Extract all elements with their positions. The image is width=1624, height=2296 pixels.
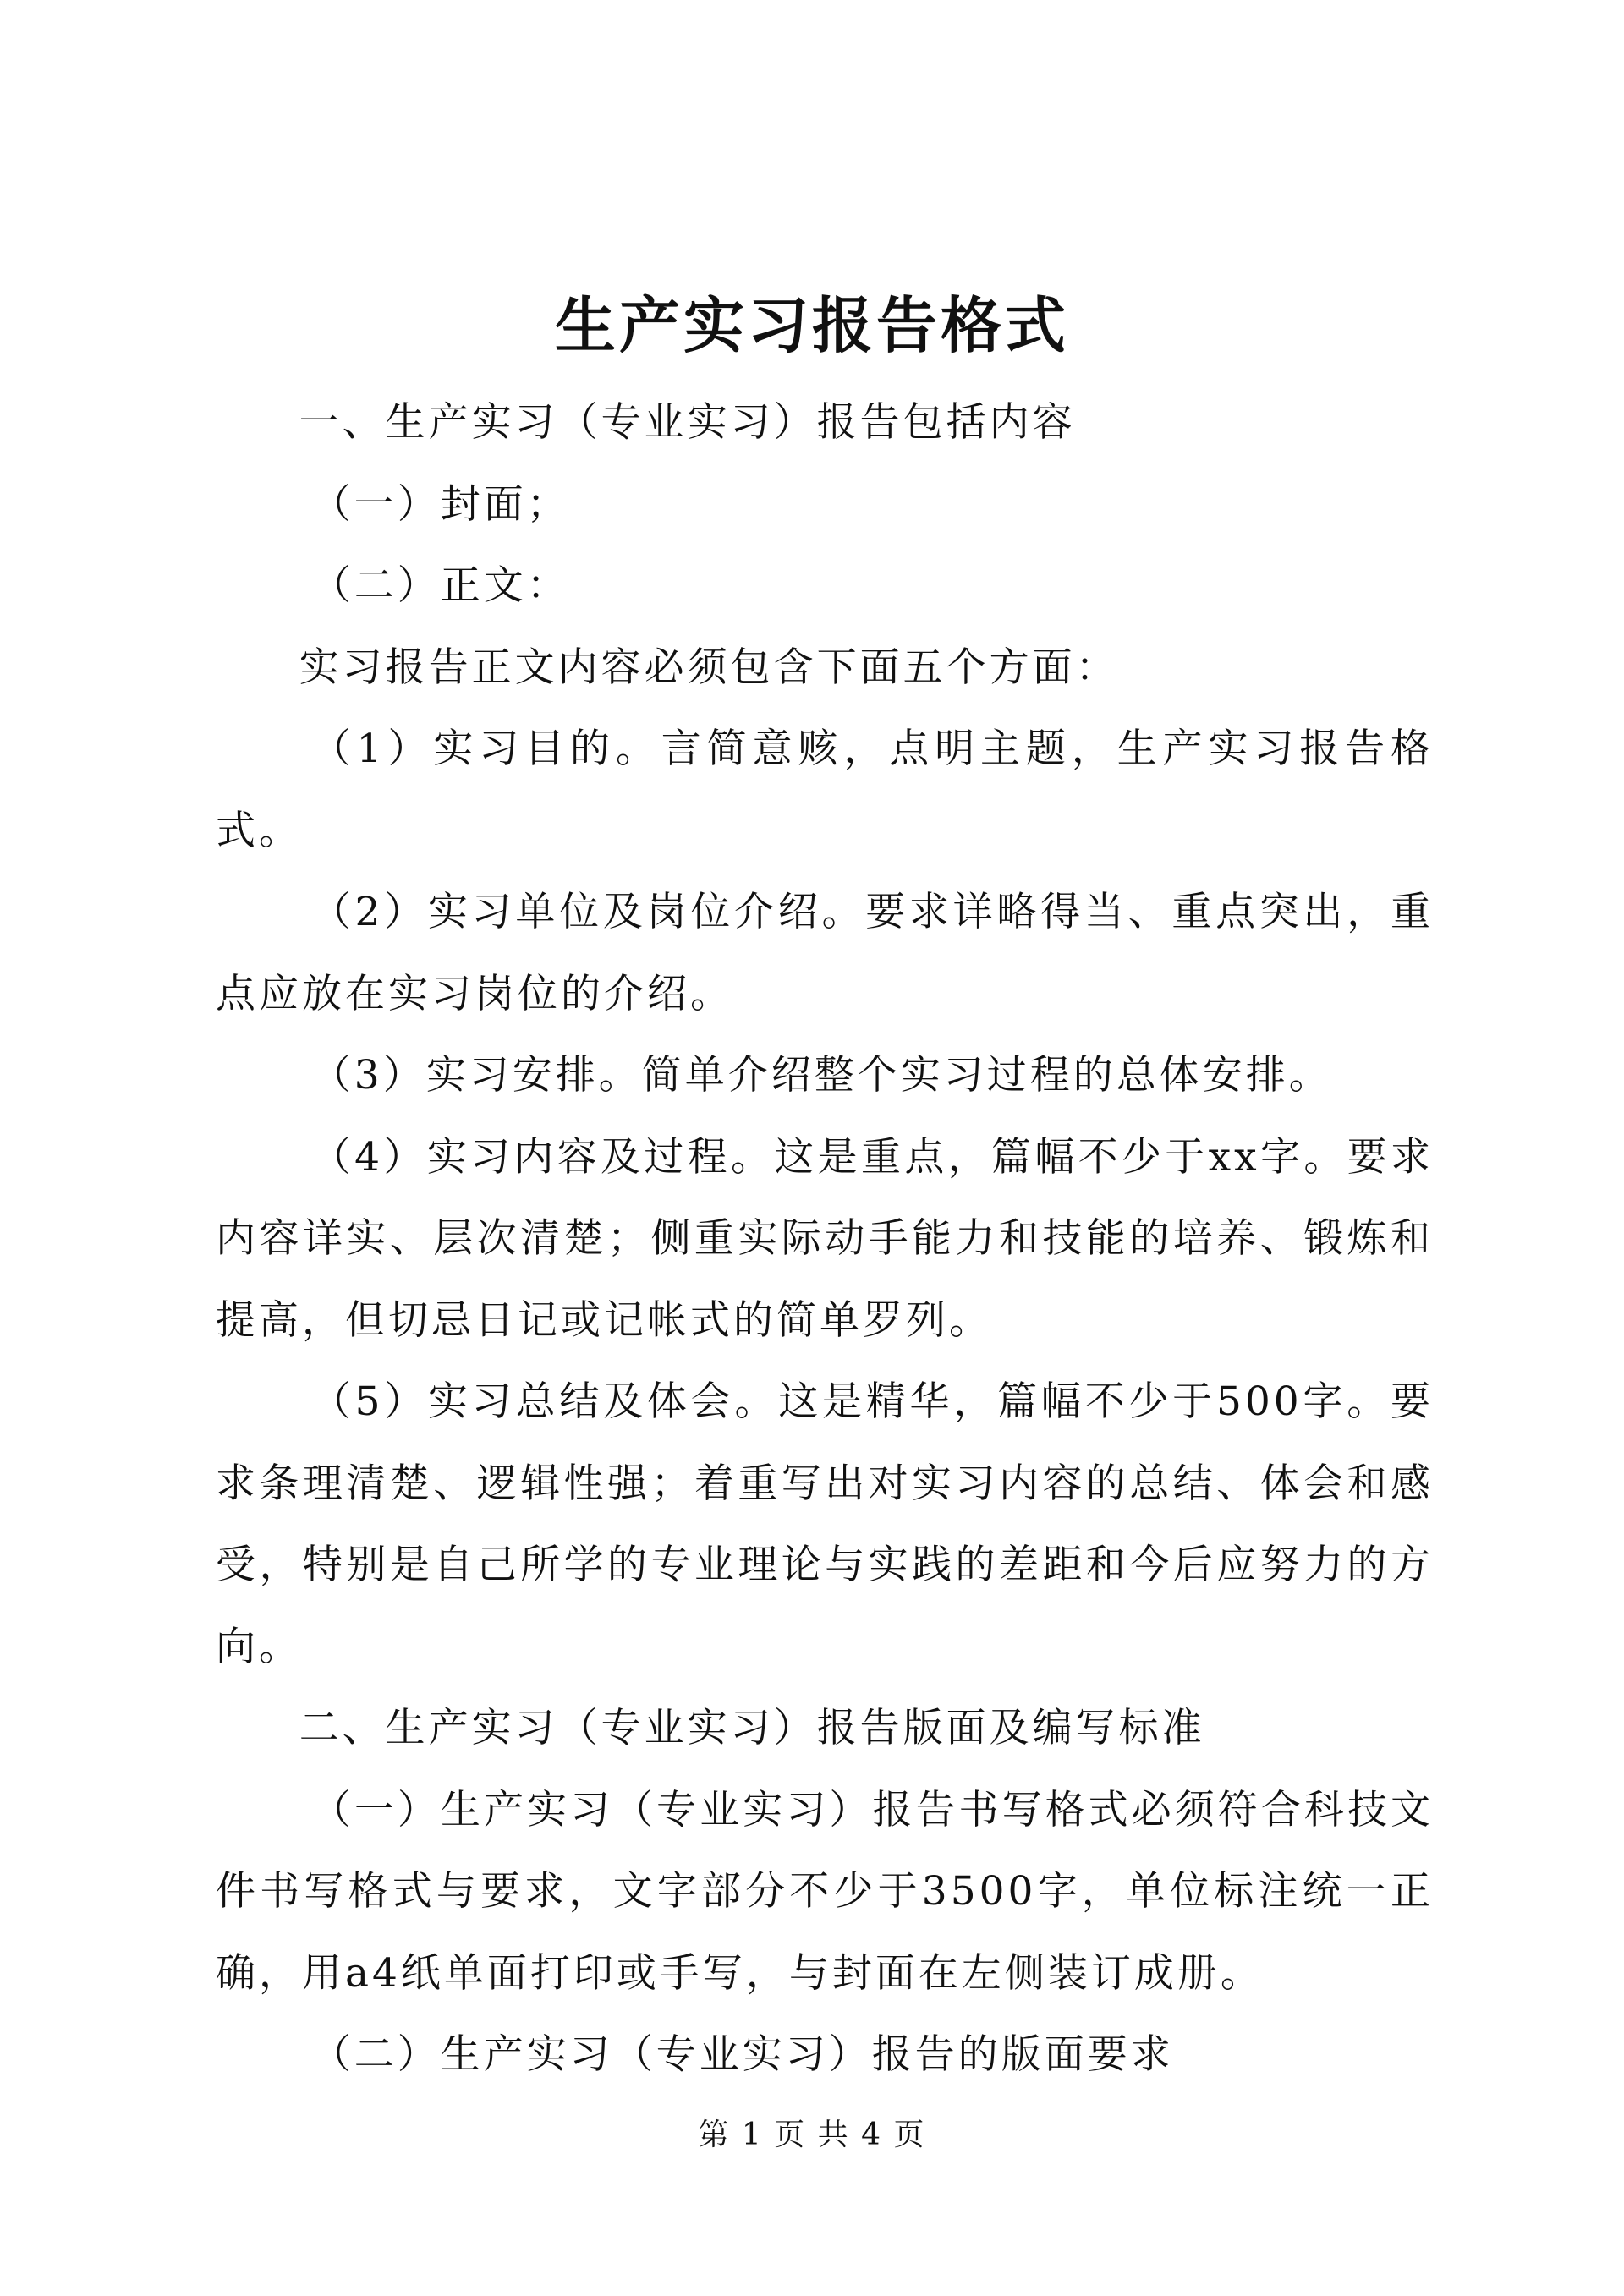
paragraph-format-1: （一）生产实习（专业实习）报告书写格式必须符合科技文件书写格式与要求，文字部分不少于3500字，单位标注统一正确，用a4纸单面打印或手写，与封面在左侧装订成册。 [216,1786,1434,1997]
paragraph-body: （二）正文： [310,562,570,609]
paragraph-item-2: （2）实习单位及岗位介绍。要求详略得当、重点突出，重点应放在实习岗位的介绍。 [216,889,1434,1017]
document-title: 生产实习报告格式 [554,289,1069,361]
page-footer: 第 1 页 共 4 页 [698,2118,926,2152]
paragraph-item-5: （5）实习总结及体会。这是精华，篇幅不少于500字。要求条理清楚、逻辑性强；着重写出对实习内容的总结、体会和感受，特别是自己所学的专业理论与实践的差距和今后应努力的方向。 [216,1378,1434,1670]
section-heading-1: 一、生产实习（专业实习）报告包括内容 [299,399,1076,446]
paragraph-item-4: （4）实习内容及过程。这是重点，篇幅不少于xx字。要求内容详实、层次清楚；侧重实际动手能力和技能的培养、锻炼和提高，但切忌日记或记帐式的简单罗列。 [216,1133,1434,1344]
paragraph-intro: 实习报告正文内容必须包含下面五个方面： [299,644,1119,691]
paragraph-item-3: （3）实习安排。简单介绍整个实习过程的总体安排。 [310,1052,1332,1099]
paragraph-item-1: （1）实习目的。言简意赅，点明主题，生产实习报告格式。 [216,726,1434,854]
section-heading-2: 二、生产实习（专业实习）报告版面及编写标准 [299,1705,1205,1751]
document-body [216,382,1434,2096]
paragraph-format-2: （二）生产实习（专业实习）报告的版面要求 [310,2031,1174,2078]
paragraph-cover: （一）封面； [310,480,570,528]
